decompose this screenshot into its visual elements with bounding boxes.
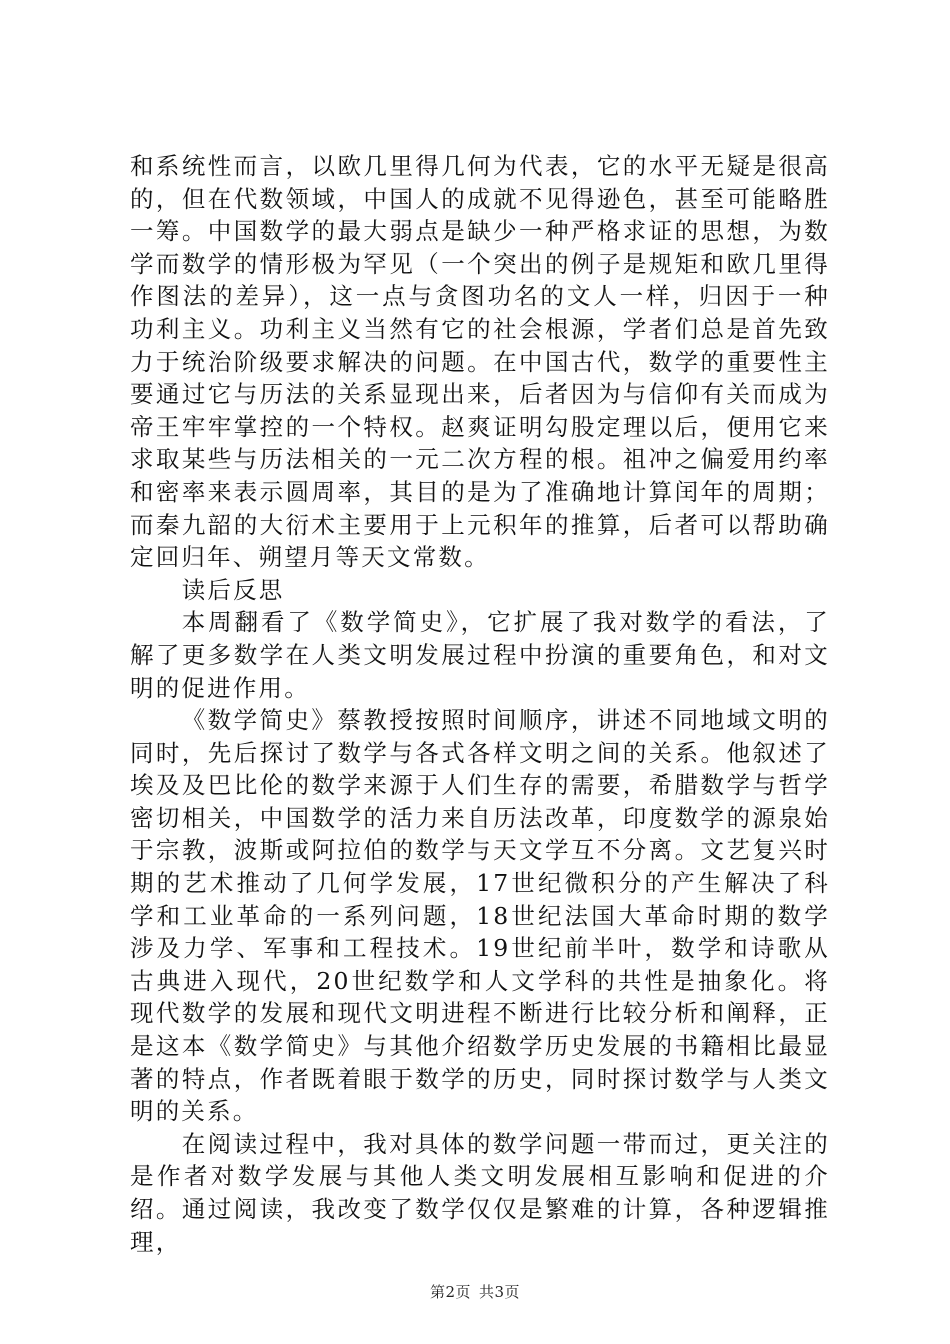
- paragraph-reflection: 在阅读过程中，我对具体的数学问题一带而过，更关注的是作者对数学发展与其他人类文明发展相互影响和促进的介绍。通过阅读，我改变了数学仅仅是繁难的计算，各种逻辑推理，: [130, 1129, 830, 1256]
- section-heading: 读后反思: [181, 575, 285, 604]
- document-body: [130, 150, 830, 1258]
- paragraph-intro: 本周翻看了《数学简史》，它扩展了我对数学的看法，了解了更多数学在人类文明发展过程中扮演的重要角色，和对文明的促进作用。: [130, 608, 830, 702]
- page-total: 共3页: [479, 1283, 521, 1301]
- page-number: 第2页: [429, 1283, 471, 1301]
- page-footer: [0, 1282, 950, 1302]
- paragraph-continuation: 和系统性而言，以欧几里得几何为代表，它的水平无疑是很高的，但在代数领域，中国人的成就不见得逊色，甚至可能略胜一筹。中国数学的最大弱点是缺少一种严格求证的思想，为数学而数学的情形极为罕见（一个突出的例子是规矩和欧几里得作图法的差异），这一点与贪图功名的文人一样，归因于一种功利主义。功利主义当然有它的社会根源，学者们总是首先致力于统治阶级要求解决的问题。在中国古代，数学的重要性主要通过它与历法的关系显现出来，后者因为与信仰有关而成为帝王牢牢掌控的一个特权。赵爽证明勾股定理以后，便用它来求取某些与历法相关的一元二次方程的根。祖冲之偏爱用约率和密率来表示圆周率，其目的是为了准确地计算闰年的周期；而秦九韶的大衍术主要用于上元积年的推算，后者可以帮助确定回归年、朔望月等天文常数。: [130, 152, 830, 572]
- paragraph-summary: 《数学简史》蔡教授按照时间顺序，讲述不同地域文明的同时，先后探讨了数学与各式各样文明之间的关系。他叙述了埃及及巴比伦的数学来源于人们生存的需要，希腊数学与哲学密切相关，中国数学的活力来自历法改革，印度数学的源泉始于宗教，波斯或阿拉伯的数学与天文学互不分离。文艺复兴时期的艺术推动了几何学发展，17世纪微积分的产生解决了科学和工业革命的一系列问题，18世纪法国大革命时期的数学涉及力学、军事和工程技术。19世纪前半叶，数学和诗歌从古典进入现代，20世纪数学和人文学科的共性是抽象化。将现代数学的发展和现代文明进程不断进行比较分析和阐释，正是这本《数学简史》与其他介绍数学历史发展的书籍相比最显著的特点，作者既着眼于数学的历史，同时探讨数学与人类文明的关系。: [130, 706, 830, 1126]
